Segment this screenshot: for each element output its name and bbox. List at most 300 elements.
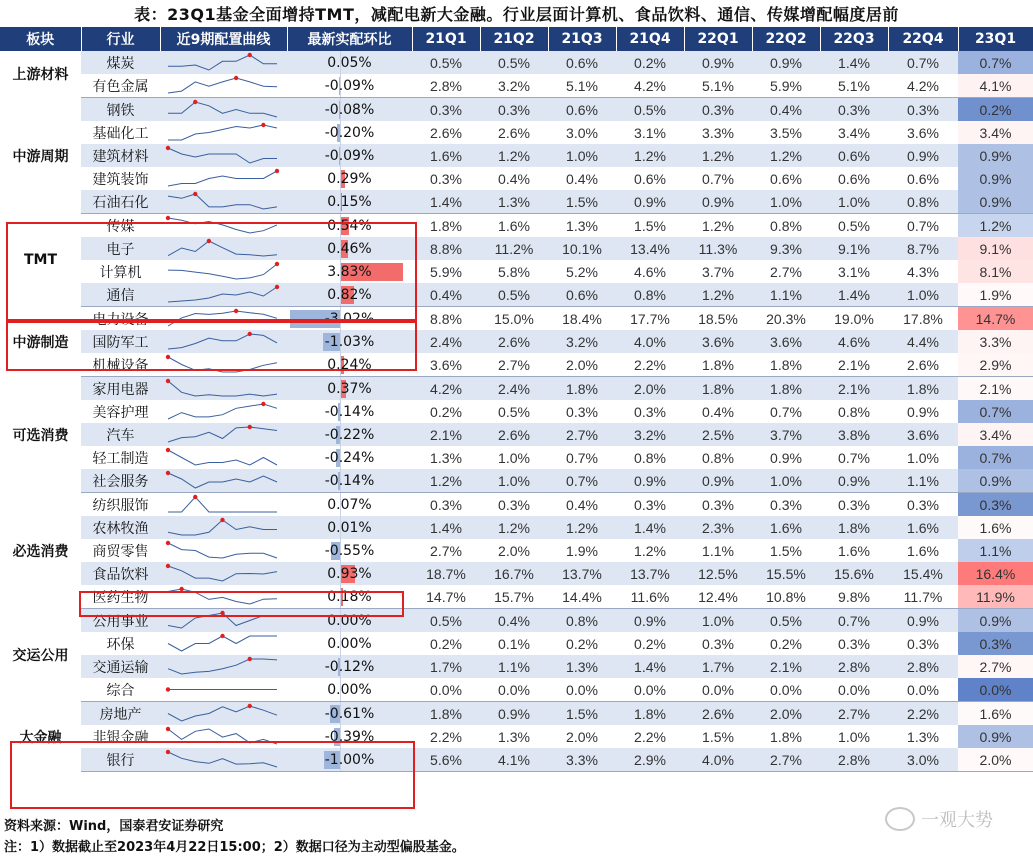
quarter-cell: 13.7%	[548, 562, 616, 585]
sparkline-line	[168, 520, 277, 535]
sparkline-line	[168, 311, 277, 326]
industry-label: 家用电器	[81, 377, 160, 401]
sparkline-max-dot	[261, 402, 265, 406]
quarter-cell: 0.4%	[566, 170, 598, 187]
sparkline	[160, 260, 285, 283]
quarter-cell: 1.1%	[480, 655, 548, 678]
sparkline	[160, 121, 285, 144]
header-cell: 近9期配置曲线	[160, 27, 287, 51]
latest-quarter-cell: 3.4%	[958, 121, 1033, 144]
quarter-cell: 1.8%	[684, 353, 752, 377]
sparkline-cell	[160, 377, 287, 401]
quarter-cell: 1.0%	[548, 144, 616, 167]
quarter-cell: 4.1%	[480, 748, 548, 772]
table-row	[0, 748, 1033, 772]
quarter-cell: 9.3%	[752, 237, 820, 260]
quarter-cell: 1.2%	[684, 283, 752, 307]
quarter-cell: 2.7%	[548, 423, 616, 446]
change-value: -1.00%	[324, 751, 375, 768]
quarter-cell: 0.9%	[770, 449, 802, 466]
quarter-cell: 1.6%	[412, 144, 480, 167]
quarter-cell: 1.0%	[684, 609, 752, 633]
latest-quarter-cell: 0.9%	[958, 144, 1033, 167]
change-cell	[287, 74, 412, 98]
sparkline-max-dot	[248, 53, 252, 57]
sector-label: 交运公用	[0, 609, 81, 702]
quarter-cell: 9.1%	[820, 237, 888, 260]
sparkline	[160, 377, 285, 400]
quarter-cell: 0.7%	[888, 51, 958, 74]
sparkline-max-dot	[179, 587, 183, 591]
quarter-cell: 5.1%	[684, 74, 752, 98]
quarter-cell: 4.6%	[634, 263, 666, 280]
quarter-cell: 2.2%	[616, 353, 684, 377]
industry-label: 美容护理	[92, 404, 149, 421]
change-value: -0.61%	[324, 705, 375, 722]
change-value: 0.54%	[327, 217, 372, 234]
sparkline-max-dot	[261, 123, 265, 127]
sparkline	[160, 190, 285, 213]
quarter-cell: 0.2%	[616, 51, 684, 74]
latest-quarter-cell: 16.4%	[958, 562, 1033, 585]
quarter-cell: 0.5%	[480, 51, 548, 74]
quarter-cell: 3.8%	[820, 423, 888, 446]
sparkline	[160, 609, 285, 632]
quarter-cell: 0.7%	[566, 449, 598, 466]
quarter-cell: 11.3%	[684, 237, 752, 260]
quarter-cell: 3.7%	[702, 263, 734, 280]
quarter-cell: 0.8%	[838, 403, 870, 420]
sparkline-cell	[160, 260, 287, 283]
change-value: -0.14%	[324, 472, 375, 489]
sparkline-max-dot	[275, 169, 279, 173]
latest-quarter-cell: 1.2%	[958, 214, 1033, 238]
industry-label: 基础化工	[92, 125, 149, 142]
quarter-cell: 0.4%	[498, 170, 530, 187]
sparkline-line	[168, 427, 277, 442]
sparkline-line	[168, 543, 277, 558]
change-cell	[287, 562, 412, 585]
sparkline-max-dot	[275, 285, 279, 289]
quarter-cell: 0.6%	[770, 170, 802, 187]
quarter-cell: 0.9%	[888, 609, 958, 633]
quarter-cell: 17.7%	[630, 310, 670, 327]
change-cell	[287, 609, 412, 633]
quarter-cell: 0.3%	[498, 496, 530, 513]
change-cell	[287, 237, 412, 260]
change-cell	[287, 400, 412, 423]
sparkline-cell	[160, 400, 287, 423]
sparkline	[160, 562, 285, 585]
sparkline-max-dot	[248, 332, 252, 336]
quarter-cell: 18.7%	[412, 562, 480, 585]
quarter-cell: 8.7%	[888, 237, 958, 260]
latest-quarter-cell: 0.2%	[958, 98, 1033, 122]
sparkline-line	[168, 752, 277, 767]
sparkline-max-dot	[193, 495, 197, 499]
sparkline-cell	[160, 609, 287, 633]
table-row	[0, 353, 1033, 377]
allocation-table	[0, 27, 1033, 772]
quarter-cell: 1.5%	[634, 217, 666, 234]
table-row	[0, 423, 1033, 446]
latest-quarter-cell: 1.6%	[958, 516, 1033, 539]
table-row	[0, 725, 1033, 748]
industry-label: 电子	[81, 237, 160, 260]
quarter-cell: 1.2%	[548, 516, 616, 539]
sparkline	[160, 167, 285, 190]
sparkline-max-dot	[166, 448, 170, 452]
quarter-cell: 1.6%	[838, 542, 870, 559]
header-cell: 21Q2	[480, 27, 548, 51]
sparkline-line	[168, 381, 277, 396]
quarter-cell: 2.3%	[684, 516, 752, 539]
quarter-cell: 0.9%	[820, 469, 888, 493]
quarter-cell: 1.8%	[888, 377, 958, 401]
latest-quarter-cell: 2.7%	[958, 655, 1033, 678]
industry-label: 计算机	[99, 264, 142, 281]
change-value: 0.00%	[327, 635, 372, 652]
quarter-cell: 0.5%	[412, 609, 480, 633]
sparkline-max-dot	[166, 564, 170, 568]
industry-label: 综合	[81, 678, 160, 702]
quarter-cell: 0.7%	[820, 609, 888, 633]
change-value: 0.37%	[327, 380, 372, 397]
quarter-cell: 9.8%	[820, 585, 888, 609]
quarter-cell: 1.6%	[752, 516, 820, 539]
quarter-cell: 1.9%	[566, 542, 598, 559]
industry-label: 房地产	[81, 702, 160, 726]
sparkline-max-dot	[248, 657, 252, 661]
sparkline	[160, 330, 285, 353]
table-row	[0, 702, 1033, 726]
quarter-cell: 18.4%	[562, 310, 602, 327]
quarter-cell: 0.5%	[480, 283, 548, 307]
quarter-cell: 15.6%	[820, 562, 888, 585]
quarter-cell: 3.6%	[684, 330, 752, 353]
quarter-cell: 1.2%	[752, 144, 820, 167]
quarter-cell: 2.5%	[684, 423, 752, 446]
latest-quarter-cell: 2.9%	[958, 353, 1033, 377]
quarter-cell: 0.9%	[684, 469, 752, 493]
sparkline-max-dot	[193, 100, 197, 104]
quarter-cell: 3.6%	[888, 423, 958, 446]
quarter-cell: 0.0%	[480, 678, 548, 702]
quarter-cell: 14.4%	[548, 585, 616, 609]
quarter-cell: 0.5%	[412, 51, 480, 74]
quarter-cell: 1.4%	[412, 190, 480, 214]
quarter-cell: 2.1%	[412, 423, 480, 446]
quarter-cell: 1.3%	[480, 190, 548, 214]
quarter-cell: 1.8%	[684, 377, 752, 401]
change-cell	[287, 283, 412, 307]
latest-quarter-cell: 0.3%	[958, 632, 1033, 655]
change-cell	[287, 98, 412, 122]
quarter-cell: 0.6%	[820, 144, 888, 167]
quarter-cell: 2.8%	[820, 655, 888, 678]
change-value: -0.24%	[324, 449, 375, 466]
sparkline-max-dot	[275, 262, 279, 266]
quarter-cell: 0.1%	[498, 635, 530, 652]
quarter-cell: 1.2%	[634, 542, 666, 559]
sparkline-max-dot	[166, 355, 170, 359]
industry-label: 传媒	[106, 218, 135, 235]
header-cell: 最新实配环比	[287, 27, 412, 51]
change-value: 0.82%	[327, 286, 372, 303]
sparkline	[160, 702, 285, 725]
sparkline-max-dot	[166, 750, 170, 754]
sparkline-max-dot	[166, 541, 170, 545]
change-cell	[287, 469, 412, 493]
table-row	[0, 609, 1033, 633]
sparkline	[160, 74, 285, 97]
source-note: 资料来源：Wind，国泰君安证券研究	[4, 819, 224, 834]
sparkline-max-dot	[166, 146, 170, 150]
change-value: -0.14%	[324, 403, 375, 420]
change-value: -1.03%	[324, 333, 375, 350]
quarter-cell: 1.8%	[616, 702, 684, 726]
change-value: 0.00%	[327, 612, 372, 629]
quarter-cell: 1.7%	[684, 655, 752, 678]
quarter-cell: 0.3%	[702, 635, 734, 652]
quarter-cell: 3.7%	[752, 423, 820, 446]
sparkline	[160, 655, 285, 678]
sparkline-max-dot	[166, 471, 170, 475]
sparkline-cell	[160, 702, 287, 726]
table-row	[0, 678, 1033, 702]
change-value: 0.15%	[327, 193, 372, 210]
quarter-cell: 3.2%	[616, 423, 684, 446]
quarter-cell: 1.0%	[907, 449, 939, 466]
sparkline-max-dot	[166, 379, 170, 383]
change-cell	[287, 330, 412, 353]
quarter-cell: 4.4%	[888, 330, 958, 353]
change-cell	[287, 260, 412, 283]
sparkline	[160, 144, 285, 167]
sparkline-max-dot	[220, 634, 224, 638]
sparkline	[160, 423, 285, 446]
sparkline-cell	[160, 98, 287, 122]
table-row	[0, 400, 1033, 423]
sparkline-cell	[160, 121, 287, 144]
table-row	[0, 167, 1033, 190]
sparkline-cell	[160, 330, 287, 353]
sparkline-line	[168, 566, 277, 581]
sector-label: 上游材料	[0, 51, 81, 98]
quarter-cell: 0.3%	[888, 98, 958, 122]
latest-quarter-cell: 2.0%	[958, 748, 1033, 772]
change-cell	[287, 493, 412, 517]
sparkline-line	[168, 218, 277, 233]
industry-label: 食品饮料	[81, 562, 160, 585]
sparkline-line	[168, 729, 277, 744]
sparkline-cell	[160, 446, 287, 469]
header-cell: 23Q1	[958, 27, 1033, 51]
change-value: -0.12%	[324, 658, 375, 675]
change-cell	[287, 307, 412, 331]
quarter-cell: 4.2%	[616, 74, 684, 98]
quarter-cell: 0.3%	[702, 496, 734, 513]
change-value: 0.29%	[327, 170, 372, 187]
quarter-cell: 1.8%	[820, 516, 888, 539]
quarter-cell: 1.1%	[888, 469, 958, 493]
table-row	[0, 539, 1033, 562]
latest-quarter-cell: 3.4%	[958, 423, 1033, 446]
header-cell: 22Q2	[752, 27, 820, 51]
quarter-cell: 1.2%	[616, 144, 684, 167]
industry-label: 通信	[81, 283, 160, 307]
sparkline-line	[168, 125, 277, 140]
quarter-cell: 3.2%	[480, 74, 548, 98]
quarter-cell: 1.0%	[752, 469, 820, 493]
quarter-cell: 0.4%	[702, 403, 734, 420]
quarter-cell: 1.3%	[430, 449, 462, 466]
sparkline	[160, 632, 285, 655]
quarter-cell: 0.5%	[838, 217, 870, 234]
sparkline-cell	[160, 725, 287, 748]
quarter-cell: 5.8%	[498, 263, 530, 280]
quarter-cell: 1.6%	[498, 217, 530, 234]
sparkline	[160, 51, 285, 74]
quarter-cell: 2.2%	[430, 728, 462, 745]
quarter-cell: 1.8%	[548, 377, 616, 401]
sparkline-cell	[160, 678, 287, 702]
quarter-cell: 0.7%	[702, 170, 734, 187]
quarter-cell: 2.1%	[752, 655, 820, 678]
quarter-cell: 1.5%	[770, 542, 802, 559]
quarter-cell: 0.4%	[480, 609, 548, 633]
table-row	[0, 562, 1033, 585]
sparkline	[160, 585, 285, 608]
sparkline-max-dot	[166, 687, 170, 691]
change-cell	[287, 446, 412, 469]
quarter-cell: 0.8%	[634, 449, 666, 466]
sparkline-max-dot	[220, 518, 224, 522]
quarter-cell: 0.9%	[684, 51, 752, 74]
quarter-cell: 2.8%	[888, 655, 958, 678]
sparkline-line	[168, 264, 277, 279]
quarter-cell: 0.3%	[566, 403, 598, 420]
industry-label: 钢铁	[81, 98, 160, 122]
quarter-cell: 1.4%	[616, 516, 684, 539]
change-value: 0.01%	[327, 519, 372, 536]
quarter-cell: 2.6%	[480, 423, 548, 446]
sparkline-max-dot	[207, 239, 211, 243]
header-cell: 板块	[0, 27, 81, 51]
wechat-icon	[885, 807, 915, 831]
sparkline-cell	[160, 283, 287, 307]
sparkline	[160, 353, 285, 376]
quarter-cell: 0.3%	[684, 98, 752, 122]
change-cell	[287, 539, 412, 562]
table-row	[0, 330, 1033, 353]
quarter-cell: 1.5%	[548, 702, 616, 726]
table-row	[0, 469, 1033, 493]
sparkline-max-dot	[248, 425, 252, 429]
industry-label: 商贸零售	[92, 543, 149, 560]
header-cell: 21Q3	[548, 27, 616, 51]
quarter-cell: 0.3%	[412, 98, 480, 122]
quarter-cell: 1.1%	[752, 283, 820, 307]
table-row	[0, 283, 1033, 307]
change-value: -0.22%	[324, 426, 375, 443]
industry-label: 非银金融	[92, 729, 149, 746]
quarter-cell: 5.1%	[548, 74, 616, 98]
quarter-cell: 0.6%	[548, 98, 616, 122]
quarter-cell: 0.2%	[634, 635, 666, 652]
quarter-cell: 18.5%	[698, 310, 738, 327]
header-row	[0, 27, 1033, 51]
industry-label: 汽车	[81, 423, 160, 446]
change-value: -0.09%	[324, 77, 375, 94]
table-row	[0, 144, 1033, 167]
latest-quarter-cell: 0.9%	[958, 469, 1033, 493]
change-value: 0.93%	[327, 565, 372, 582]
table-row	[0, 377, 1033, 401]
quarter-cell: 0.5%	[616, 98, 684, 122]
quarter-cell: 2.0%	[752, 702, 820, 726]
quarter-cell: 1.2%	[480, 144, 548, 167]
table-row	[0, 493, 1033, 517]
sparkline-cell	[160, 51, 287, 74]
change-cell	[287, 585, 412, 609]
quarter-cell: 11.7%	[888, 585, 958, 609]
table-row	[0, 214, 1033, 238]
quarter-cell: 2.0%	[616, 377, 684, 401]
sparkline-line	[168, 148, 277, 163]
change-cell	[287, 353, 412, 377]
sector-label: 可选消费	[0, 377, 81, 493]
sector-label: TMT	[0, 214, 81, 307]
industry-label: 交通运输	[81, 655, 160, 678]
header-cell: 21Q1	[412, 27, 480, 51]
quarter-cell: 3.6%	[752, 330, 820, 353]
quarter-cell: 0.0%	[888, 678, 958, 702]
sparkline	[160, 237, 285, 260]
quarter-cell: 0.4%	[566, 496, 598, 513]
change-cell	[287, 377, 412, 401]
quarter-cell: 10.1%	[548, 237, 616, 260]
sparkline-line	[168, 357, 277, 372]
watermark-text: 一观大势	[921, 810, 993, 831]
footnote: 注：1）数据截止至2023年4月22日15:00；2）数据口径为主动型偏股基金。	[4, 840, 465, 855]
change-value: 3.83%	[327, 263, 372, 280]
page-title: 表：23Q1基金全面增持TMT，减配电新大金融。行业层面计算机、食品饮料、通信、传媒增配幅度居前	[134, 4, 899, 24]
quarter-cell: 1.8%	[770, 728, 802, 745]
quarter-cell: 1.0%	[888, 283, 958, 307]
quarter-cell: 1.5%	[702, 728, 734, 745]
sparkline-line	[168, 613, 277, 628]
quarter-cell: 1.2%	[702, 217, 734, 234]
quarter-cell: 0.7%	[770, 403, 802, 420]
quarter-cell: 4.0%	[616, 330, 684, 353]
quarter-cell: 0.6%	[634, 170, 666, 187]
industry-label: 医药生物	[81, 585, 160, 609]
latest-quarter-cell: 3.3%	[958, 330, 1033, 353]
quarter-cell: 5.1%	[820, 74, 888, 98]
table-row	[0, 74, 1033, 98]
quarter-cell: 1.8%	[430, 217, 462, 234]
quarter-cell: 2.9%	[616, 748, 684, 772]
quarter-cell: 3.1%	[838, 263, 870, 280]
sparkline-line	[168, 78, 277, 93]
quarter-cell: 2.4%	[412, 330, 480, 353]
change-cell	[287, 702, 412, 726]
quarter-cell: 1.4%	[616, 655, 684, 678]
latest-quarter-cell: 11.9%	[958, 585, 1033, 609]
quarter-cell: 2.6%	[480, 330, 548, 353]
latest-quarter-cell: 0.9%	[958, 725, 1033, 748]
